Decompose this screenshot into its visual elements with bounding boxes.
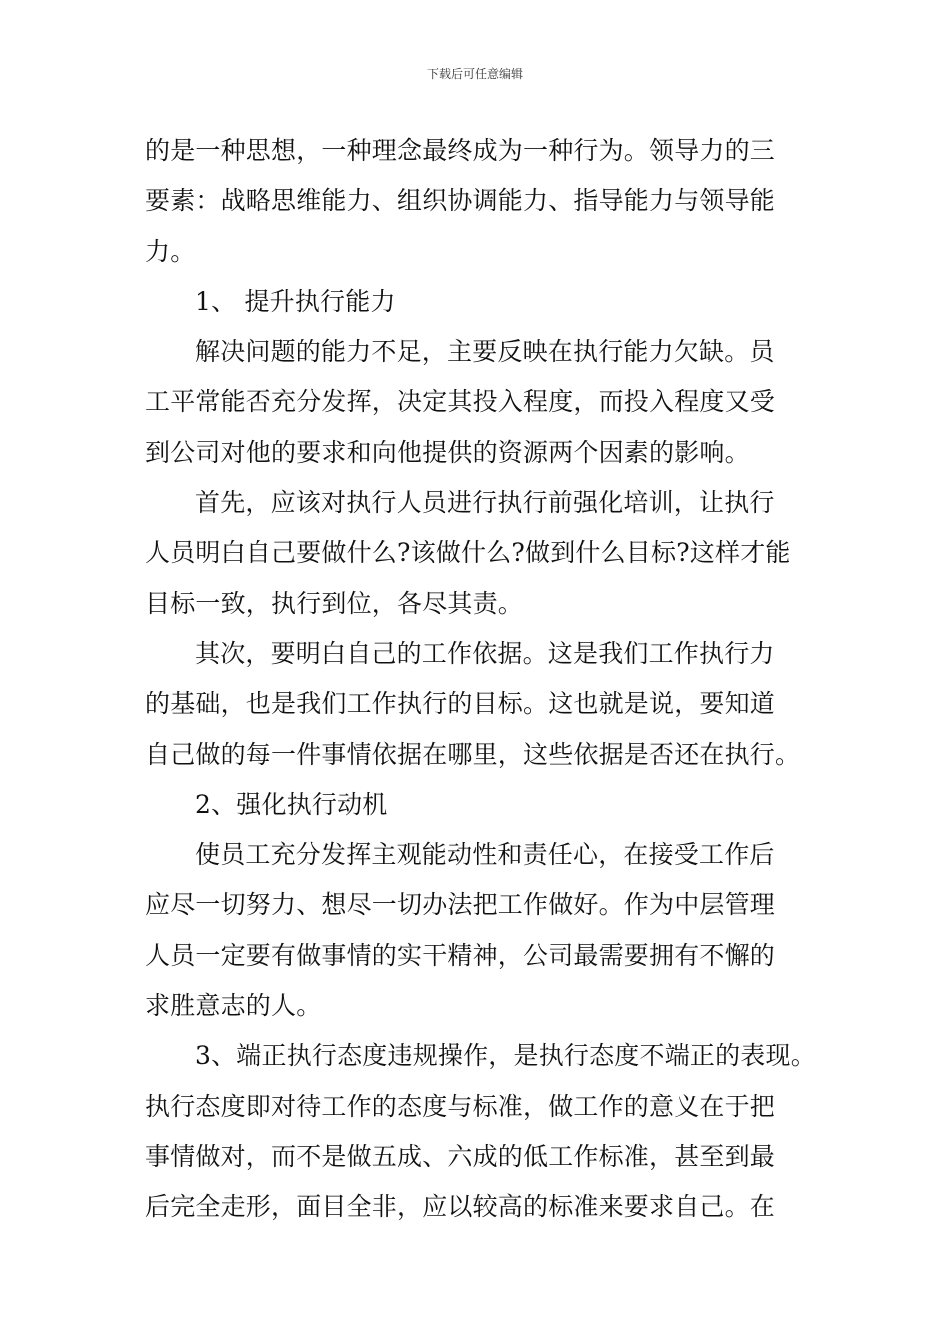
page-header: 下载后可任意编辑 [426, 67, 523, 81]
text-line: 应尽一切努力、想尽一切办法把工作做好。作为中层管理 [145, 890, 776, 920]
text-line: 事情做对，而不是做五成、六成的低工作标准，甚至到最 [145, 1141, 776, 1171]
text-line: 人员一定要有做事情的实干精神，公司最需要拥有不懈的 [145, 940, 776, 970]
text-line: 3、端正执行态度违规操作，是执行态度不端正的表现。 [195, 1041, 816, 1071]
text-line: 自己做的每一件事情依据在哪里，这些依据是否还在执行。 [145, 739, 801, 769]
text-line: 的基础，也是我们工作执行的目标。这也就是说，要知道 [145, 689, 776, 719]
text-line: 目标一致，执行到位，各尽其责。 [145, 588, 524, 618]
text-line: 后完全走形，面目全非，应以较高的标准来要求自己。在 [145, 1192, 776, 1222]
text-line: 2、强化执行动机 [195, 789, 388, 819]
text-line: 人员明白自己要做什么?该做什么?做到什么目标?这样才能 [145, 538, 791, 568]
text-line: 1、 提升执行能力 [195, 286, 396, 316]
text-line: 到公司对他的要求和向他提供的资源两个因素的影响。 [145, 437, 750, 467]
text-line: 的是一种思想，一种理念最终成为一种行为。领导力的三 [145, 136, 776, 165]
text-line: 其次，要明白自己的工作依据。这是我们工作执行力 [195, 638, 775, 668]
document-body [145, 126, 825, 1233]
text-line: 工平常能否充分发挥，决定其投入程度，而投入程度又受 [145, 387, 776, 417]
text-line: 力。 [145, 236, 196, 266]
text-line: 使员工充分发挥主观能动性和责任心，在接受工作后 [195, 840, 775, 870]
text-line: 首先，应该对执行人员进行执行前强化培训，让执行 [195, 488, 775, 518]
text-line: 执行态度即对待工作的态度与标准，做工作的意义在于把 [145, 1091, 776, 1121]
text-line: 要素：战略思维能力、组织协调能力、指导能力与领导能 [145, 186, 776, 216]
text-line: 解决问题的能力不足，主要反映在执行能力欠缺。员 [195, 337, 775, 367]
text-line: 求胜意志的人。 [145, 991, 322, 1021]
